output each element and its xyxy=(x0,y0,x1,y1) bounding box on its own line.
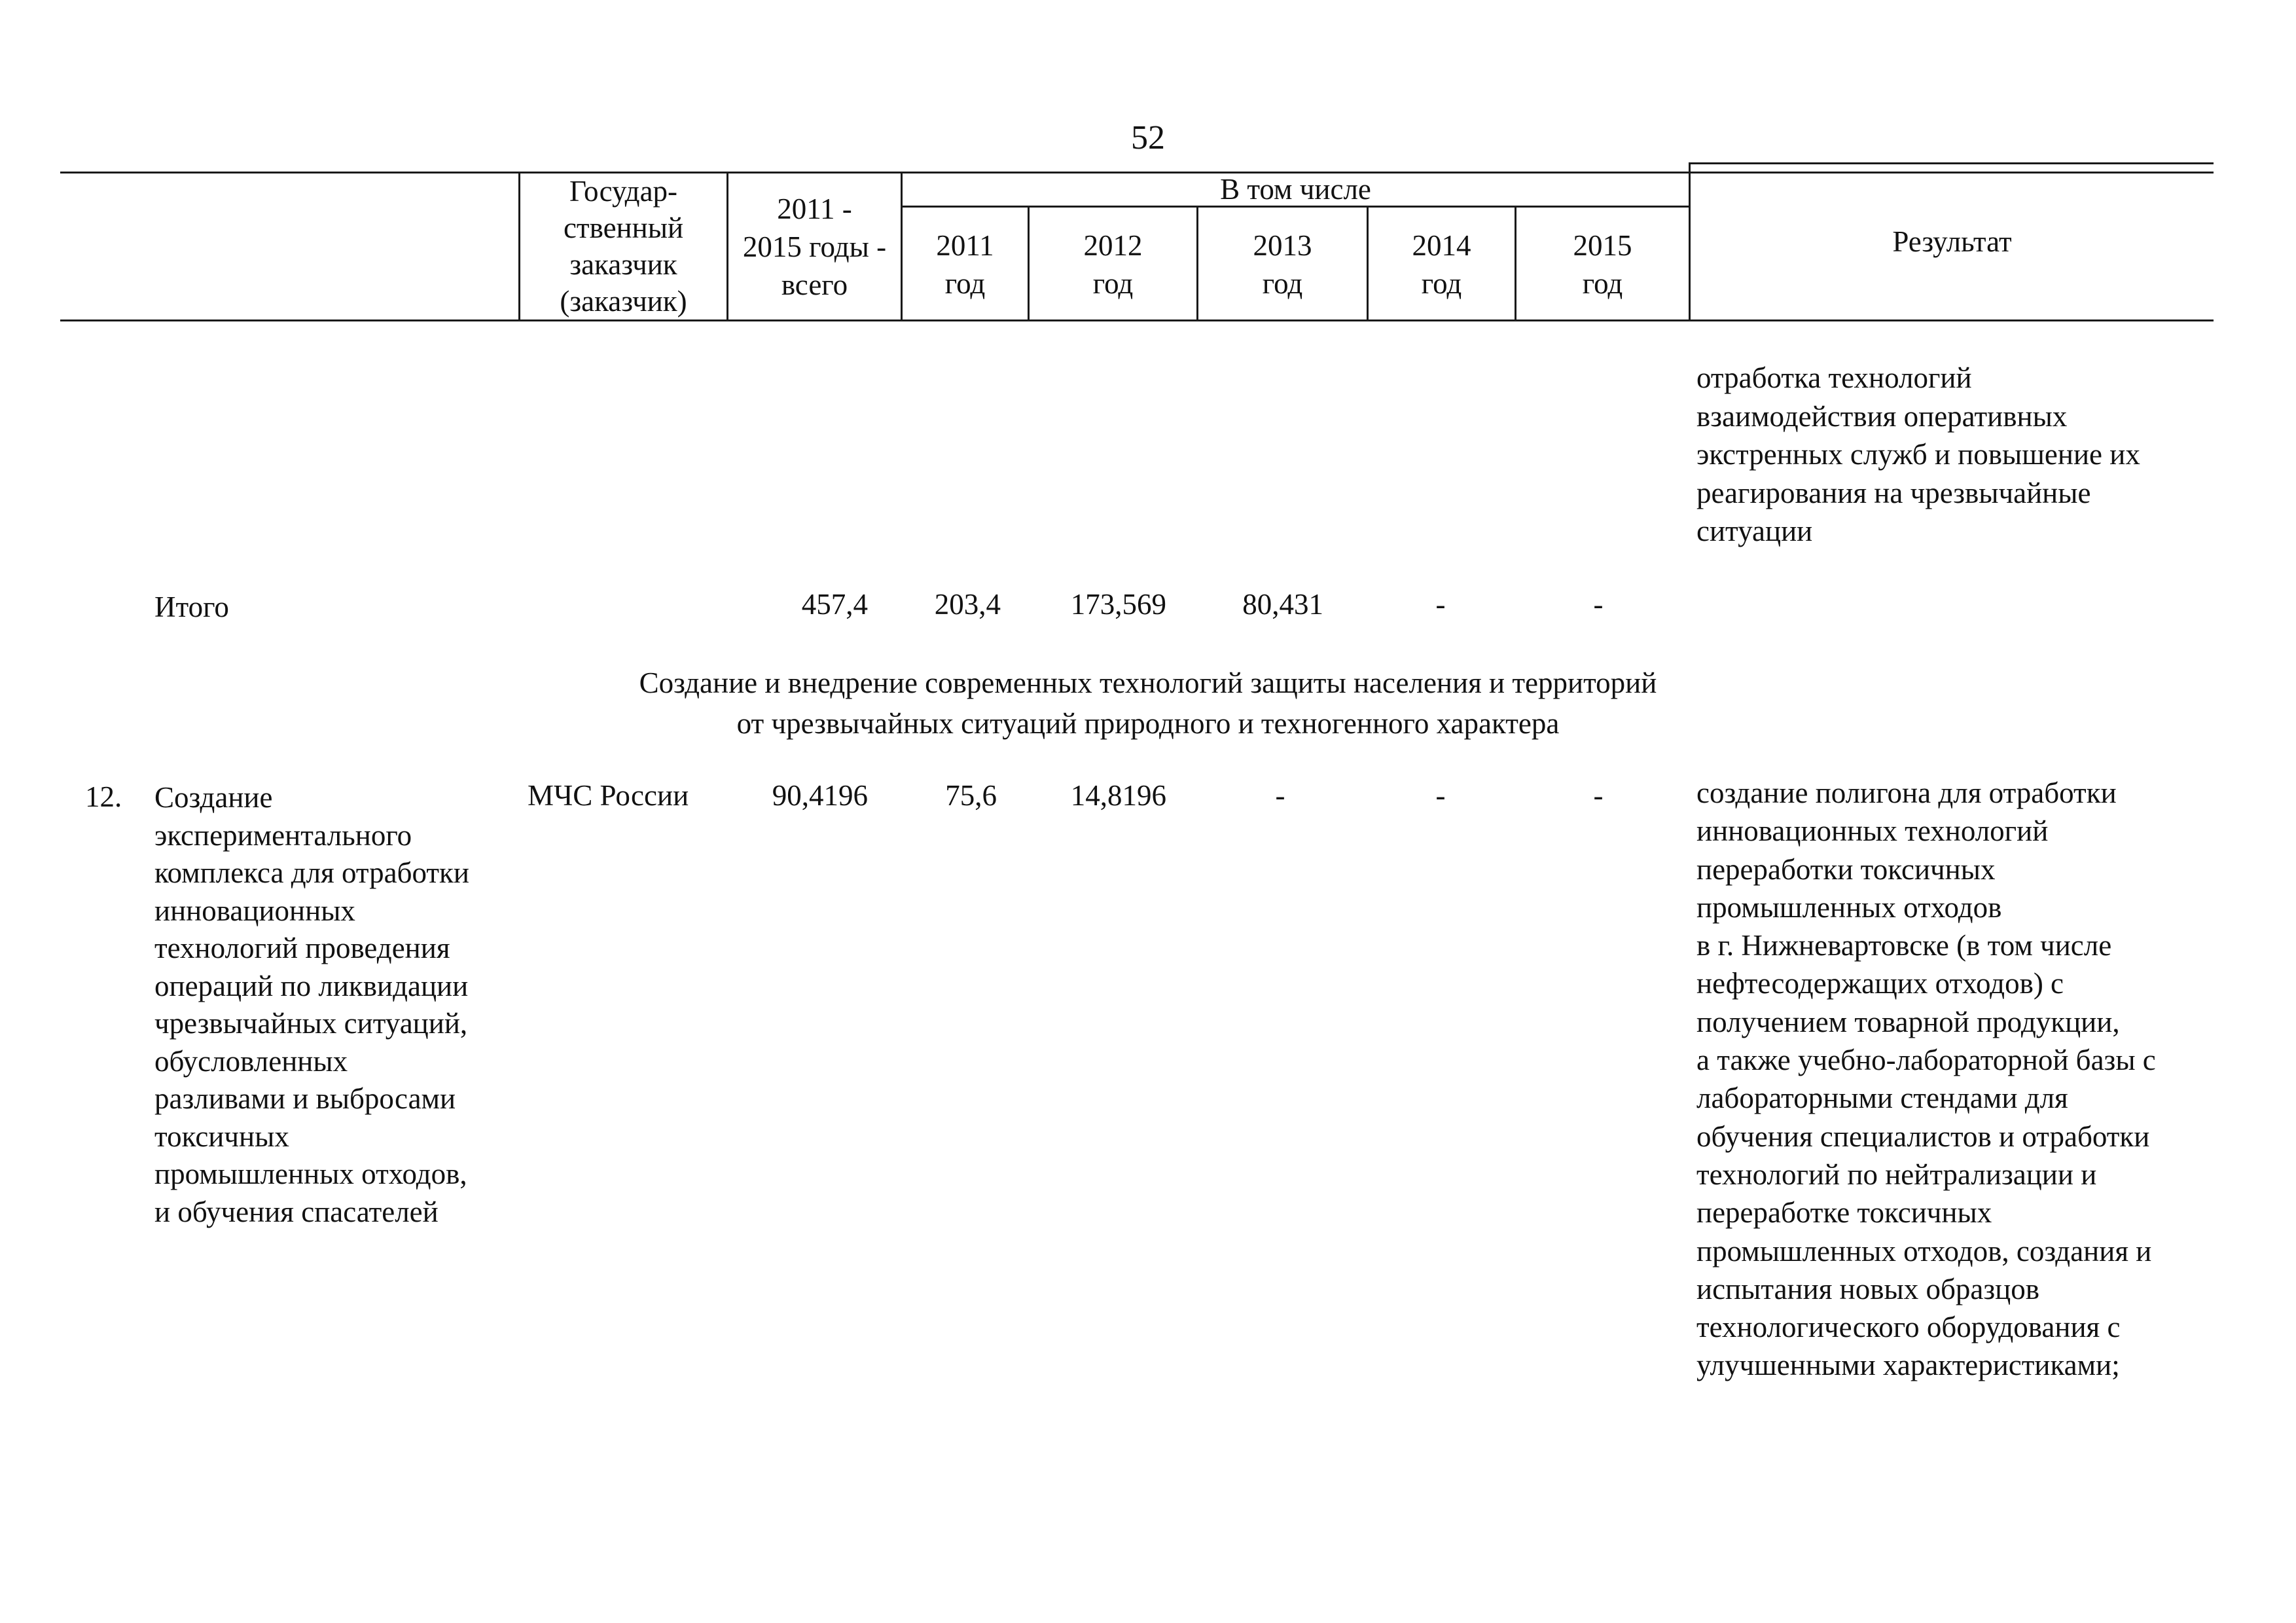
year-label: 2012 xyxy=(1083,229,1143,262)
header-bottom-rule xyxy=(60,319,2214,321)
item-result: создание полигона для отработки инновационных технологий переработки токсичных промышленных отходов в г. Нижневартовске (в том числе нефтесодержащих отходов) с получением товарной продукции, а также учебно-лабораторной базы с лабораторными стендами для обучения специалистов и отработки технологий по нейтрализации и переработке токсичных промышленных отходов, создания и испытания новых образцов технологического оборудования с улучшенными характеристиками; xyxy=(1696,776,2156,1382)
year-unit: год xyxy=(1262,267,1303,300)
year-unit: год xyxy=(944,267,986,300)
header-year-2013 xyxy=(1198,227,1367,302)
year-label: 2013 xyxy=(1253,229,1312,262)
item-name: Создание экспериментального комплекса для отработки инновационных технологий проведения операций по ликвидации чрезвычайных ситуаций, обусловленных разливами и выбросами токсичных промышленных отходов, и обучения спасателей xyxy=(154,781,470,1228)
year-unit: год xyxy=(1421,267,1462,300)
year-unit: год xyxy=(1092,267,1134,300)
item-number: 12. xyxy=(85,780,122,813)
item-2014: - xyxy=(1435,779,1446,812)
header-customer: Государ- ственный заказчик (заказчик) xyxy=(560,175,687,318)
header-result: Результат xyxy=(1892,225,2012,258)
header-year-2015 xyxy=(1516,227,1689,302)
header-total: 2011 - 2015 годы - всего xyxy=(742,192,887,301)
year-label: 2015 xyxy=(1573,229,1632,262)
year-unit: год xyxy=(1582,267,1623,300)
item-2015: - xyxy=(1593,779,1604,812)
total-2015: - xyxy=(1593,588,1604,621)
item-customer: МЧС России xyxy=(528,779,689,812)
item-total: 90,4196 xyxy=(772,779,868,812)
total-2014: - xyxy=(1435,588,1446,621)
item-2013: - xyxy=(1275,779,1285,812)
year-label: 2011 xyxy=(936,229,994,262)
header-year-2011 xyxy=(903,227,1028,302)
page-number: 52 xyxy=(1131,119,1165,156)
total-value: 457,4 xyxy=(801,588,868,621)
header-year-2014 xyxy=(1369,227,1515,302)
header-year-2012 xyxy=(1030,227,1196,302)
year-label: 2014 xyxy=(1412,229,1471,262)
section-title: Создание и внедрение современных технологий защиты населения и территорий от чрезвычайных ситуаций природного и техногенного характера xyxy=(639,666,1657,740)
item-2012: 14,8196 xyxy=(1070,779,1166,812)
total-2013: 80,431 xyxy=(1242,588,1323,621)
continued-result-text: отработка технологий взаимодействия оперативных экстренных служб и повышение их реагирования на чрезвычайные ситуации xyxy=(1696,361,2140,547)
total-label: Итого xyxy=(154,591,229,623)
total-2012: 173,569 xyxy=(1070,588,1166,621)
header-including: В том числе xyxy=(1220,173,1371,206)
total-2011: 203,4 xyxy=(934,588,1001,621)
item-2011: 75,6 xyxy=(945,779,997,812)
header-top-rule-right xyxy=(1690,162,2214,164)
